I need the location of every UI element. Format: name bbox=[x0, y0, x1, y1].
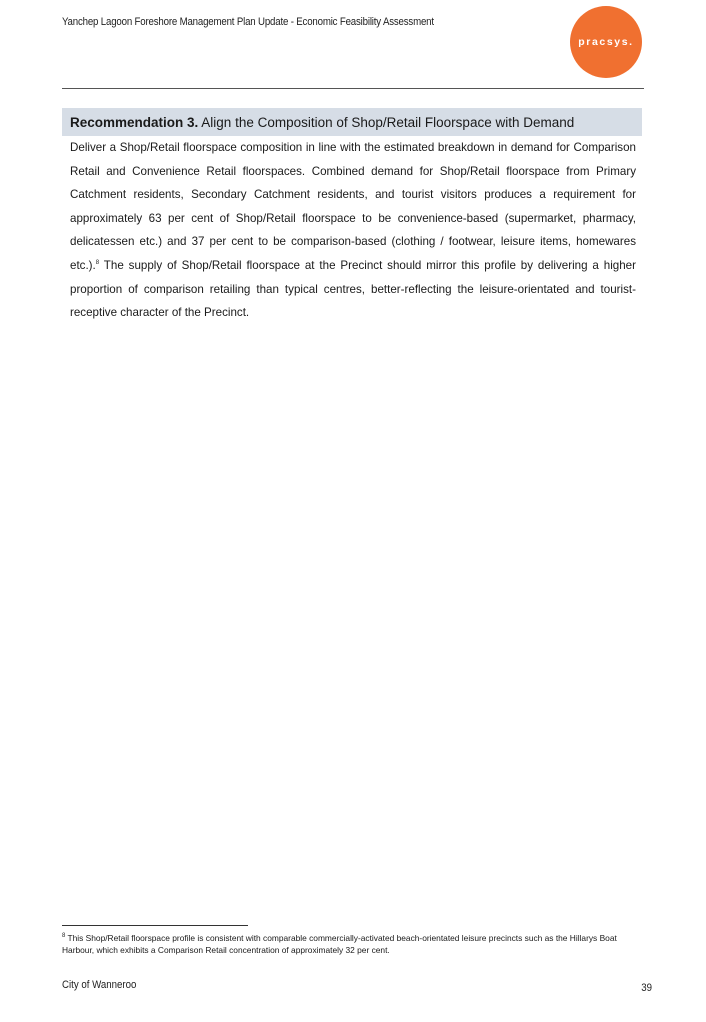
footnote-text: This Shop/Retail floorspace profile is consistent with comparable commercially-activated beach-orientated leisure precincts such as the Hillarys Boat Harbour, which exhibits a Comparison Retail concentration of approximately 32 per cent. bbox=[62, 933, 617, 955]
footnote-number: 8 bbox=[62, 933, 66, 940]
footnote-reference[interactable]: 8 bbox=[95, 260, 100, 267]
logo-text: pracsys. bbox=[578, 36, 634, 48]
recommendation-body-paragraph bbox=[70, 136, 636, 325]
footer-organization: City of Wanneroo bbox=[62, 979, 137, 991]
pracsys-logo bbox=[570, 6, 642, 78]
recommendation-title: Align the Composition of Shop/Retail Floorspace with Demand bbox=[201, 114, 575, 130]
document-header-title: Yanchep Lagoon Foreshore Management Plan Update - Economic Feasibility Assessment bbox=[62, 16, 434, 28]
recommendation-heading-bar bbox=[62, 108, 642, 136]
paragraph-text-before: Deliver a Shop/Retail floorspace composition in line with the estimated breakdown in demand for Comparison Retail and Convenience Retail floorspaces. Combined demand for Shop/Retail floorspace from Primary Catchment residents, Secondary Catchment residents, and tourist visitors produces a requirement for approximately 63 per cent of Shop/Retail floorspace to be convenience-based (supermarket, pharmacy, delicatessen etc.) and 37 per cent to be comparison-based (clothing / footwear, leisure items, homewares etc.). bbox=[70, 141, 636, 272]
recommendation-label: Recommendation 3. bbox=[70, 114, 199, 130]
header-divider bbox=[62, 88, 644, 89]
page-number: 39 bbox=[641, 982, 652, 994]
paragraph-text-after: The supply of Shop/Retail floorspace at the Precinct should mirror this profile by delivering a higher proportion of comparison retailing than typical centres, better-reflecting the leisure-orientated and tourist-receptive character of the Precinct. bbox=[70, 258, 636, 320]
footnote-divider bbox=[62, 925, 248, 926]
footnote bbox=[62, 932, 646, 956]
